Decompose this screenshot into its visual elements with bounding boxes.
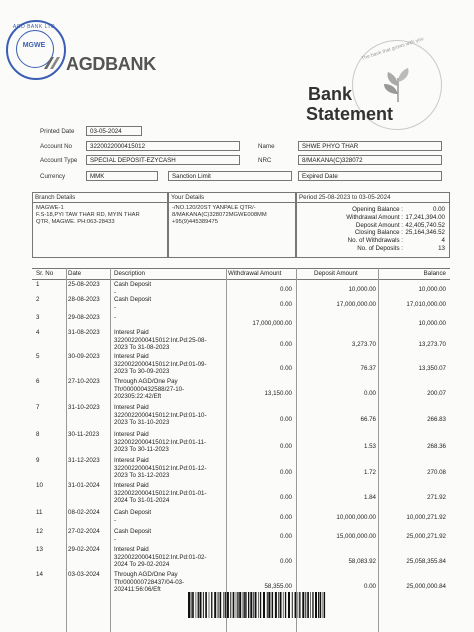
barcode-bar (246, 592, 247, 618)
cell-sr-no: 1 (36, 281, 40, 288)
description-line: Interest Paid (114, 353, 149, 360)
barcode-bar (310, 592, 311, 618)
barcode-bar (285, 592, 286, 618)
page-title-line2: Statement (306, 104, 394, 124)
cell-withdrawal: 0.00 (279, 532, 292, 540)
cell-balance: 270.08 (427, 469, 446, 477)
your-details-title: Your Details (169, 193, 295, 203)
cell-date: 08-02-2024 (68, 509, 100, 516)
cell-deposit: 10,000,000.00 (336, 513, 376, 521)
description-line: 2023 To 31-10-2023 (114, 419, 170, 427)
barcode-bar (211, 592, 212, 618)
barcode-bar (255, 592, 257, 618)
description-line: Interest Paid (114, 404, 149, 411)
cell-date: 31-08-2023 (68, 329, 100, 336)
description-line: Cash Deposit (114, 281, 152, 288)
description-line: 2023 To 31-12-2023 (114, 472, 170, 480)
description-line: 3220022000415012:Int.Pd:25-08- (114, 336, 207, 344)
description-line: 3220022000415012:Int.Pd:01-09- (114, 360, 207, 368)
cell-description (114, 509, 224, 524)
column-divider (110, 268, 111, 632)
barcode-bar (324, 592, 325, 618)
header-description: Description (114, 270, 145, 277)
description-line: Through AGD/One Pay (114, 571, 178, 578)
cell-balance: 10,000.00 (418, 320, 446, 327)
description-line: Cash Deposit (114, 509, 152, 516)
expired-date-label: Expired Date (302, 173, 338, 180)
cell-date: 03-03-2024 (68, 571, 100, 578)
barcode-bar (223, 592, 224, 618)
cell-date: 31-12-2023 (68, 457, 100, 464)
summary-label: Opening Balance : (352, 206, 403, 213)
cell-balance: 13,350.07 (418, 365, 446, 373)
cell-balance: 25,058,355.84 (406, 558, 446, 566)
description-line: Interest Paid (114, 329, 149, 336)
printed-date-value: 03-05-2024 (86, 126, 142, 136)
cell-description (114, 482, 224, 505)
barcode-bar (205, 592, 207, 618)
summary-value: 25,164,346.52 (405, 229, 445, 237)
branch-details-panel (32, 192, 168, 258)
description-line: 202411:56:06/Eft (114, 586, 161, 594)
cell-date: 29-08-2023 (68, 314, 100, 321)
cell-deposit: 1.53 (363, 443, 376, 451)
stamp-top-text: AGD BANK LTD (12, 24, 56, 30)
expired-date-field (298, 171, 442, 181)
barcode-bar (307, 592, 309, 618)
barcode-bar (192, 592, 194, 618)
description-line: 2023 To 31-08-2023 (114, 344, 170, 352)
cell-balance: 17,010,000.00 (406, 300, 446, 308)
branch-line: QTR, MAGWE. PH:063-28433 (36, 219, 115, 225)
account-type-label: Account Type (40, 157, 78, 164)
header-date: Date (68, 270, 82, 277)
cell-deposit: 17,000,000.00 (336, 300, 376, 308)
description-line: Tfr/000000432588/27-10- (114, 385, 185, 393)
branch-details-title: Branch Details (33, 193, 167, 203)
printed-date-label: Printed Date (40, 128, 75, 135)
summary-label: No. of Withdrawals : (347, 237, 403, 245)
sanction-limit-label: Sanction Limit (172, 173, 211, 180)
branch-line: MAGWE-1 (36, 205, 64, 211)
barcode-bar (320, 592, 322, 618)
barcode-bar (292, 592, 293, 618)
summary-value: 0.00 (432, 206, 445, 213)
cell-description (114, 314, 224, 322)
barcode-bar (272, 592, 273, 618)
barcode-bar (318, 592, 319, 618)
cell-description (114, 431, 224, 454)
your-details-panel (168, 192, 296, 258)
description-line: Cash Deposit (114, 528, 152, 535)
barcode-bar (275, 592, 277, 618)
cell-withdrawal: 0.00 (279, 416, 292, 424)
barcode-bar (302, 592, 304, 618)
summary-label: Closing Balance : (354, 229, 403, 237)
barcode-bar (298, 592, 299, 618)
cell-description (114, 457, 224, 480)
description-line: Interest Paid (114, 546, 149, 553)
period-summary-panel (296, 192, 450, 258)
cell-balance: 13,273.70 (418, 341, 446, 349)
description-line: - (114, 516, 117, 524)
cell-sr-no: 11 (36, 509, 43, 516)
description-line: 3220022000415012:Int.Pd:01-01- (114, 489, 207, 497)
column-divider (296, 268, 297, 632)
barcode-bar (268, 592, 270, 618)
barcode-bar (244, 592, 246, 618)
description-line: 2024 To 31-01-2024 (114, 497, 170, 505)
barcode-bar (295, 592, 297, 618)
barcode-bar (323, 592, 324, 618)
cell-sr-no: 4 (36, 329, 40, 336)
summary-value: 42,405,740.52 (405, 221, 445, 229)
description-line: 2023 To 30-11-2023 (114, 446, 169, 454)
barcode-bar (220, 592, 222, 618)
barcode-bar (191, 592, 192, 618)
barcode-bar (198, 592, 199, 618)
summary-label: Withdrawal Amount : (346, 213, 403, 221)
currency-label: Currency (40, 173, 66, 180)
cell-balance: 10,000,271.92 (406, 513, 446, 521)
cell-sr-no: 7 (36, 404, 40, 411)
cell-withdrawal: 58,355.00 (264, 583, 292, 591)
cell-date: 31-10-2023 (68, 404, 100, 411)
cell-withdrawal: 0.00 (279, 443, 292, 451)
cell-withdrawal: 0.00 (279, 558, 292, 566)
transactions-table-header (32, 268, 450, 280)
account-no-label: Account No (40, 143, 72, 150)
cell-description (114, 546, 224, 569)
description-line: - (114, 303, 117, 311)
barcode-bar (263, 592, 265, 618)
cell-date: 27-02-2024 (68, 528, 100, 535)
name-label: Name (258, 143, 275, 150)
description-line: 2024 To 29-02-2024 (114, 561, 170, 569)
cell-balance: 200.07 (427, 390, 446, 398)
barcode-bar (188, 592, 190, 618)
barcode-bar (237, 592, 238, 618)
nrc-label: NRC (258, 157, 272, 164)
your-details-line: -/NO.120/20ST YANPALE QTR/- (172, 205, 256, 211)
cell-date: 25-08-2023 (68, 281, 100, 288)
description-line: 2023 To 30-09-2023 (114, 368, 170, 376)
barcode-bar (196, 592, 197, 618)
description-line: 3220022000415012:Int.Pd:01-12- (114, 464, 207, 472)
barcode-bar (239, 592, 241, 618)
cell-balance: 268.36 (427, 443, 446, 451)
barcode-bar (305, 592, 306, 618)
cell-date: 31-01-2024 (68, 482, 100, 489)
description-line: - (114, 314, 117, 321)
cell-description (114, 353, 224, 376)
cell-date: 28-08-2023 (68, 296, 100, 303)
cell-balance: 25,000,271.92 (406, 532, 446, 540)
cell-withdrawal: 0.00 (279, 494, 292, 502)
header-withdrawal: Withdrawal Amount (228, 270, 282, 277)
description-line: Interest Paid (114, 457, 149, 464)
brand-name: AGDBANK (66, 54, 156, 74)
barcode-bar (218, 592, 219, 618)
cell-withdrawal: 13,150.00 (264, 390, 292, 398)
cell-withdrawal: 0.00 (279, 469, 292, 477)
stamp-mid-text: MGWE (22, 42, 46, 49)
period-title: Period 25-08-2023 to 03-05-2024 (297, 193, 449, 203)
cell-balance: 266.83 (427, 416, 446, 424)
cell-deposit: 3,273.70 (351, 341, 376, 349)
your-details-line: 8/MAKANA(C)328072MGWE008MM (172, 212, 267, 218)
cell-withdrawal: 17,000,000.00 (252, 320, 292, 327)
barcode-bar (278, 592, 279, 618)
cell-deposit: 0.00 (363, 583, 376, 591)
barcode-bar (299, 592, 300, 618)
barcode-bar (227, 592, 229, 618)
account-type-value: SPECIAL DEPOSIT-EZYCASH (86, 155, 240, 165)
cell-description (114, 296, 224, 311)
cell-description (114, 571, 224, 594)
barcode-bar (260, 592, 261, 618)
header-sr-no: Sr. No (36, 270, 54, 277)
cell-withdrawal: 0.00 (279, 285, 292, 293)
header-balance: Balance (423, 270, 446, 277)
branch-line: F.S-18,PYI TAW THAR RD, MYIN THAR (36, 212, 140, 218)
cell-sr-no: 8 (36, 431, 40, 438)
barcode-bar (271, 592, 272, 618)
cell-balance: 10,000.00 (418, 285, 446, 293)
barcode-bar (243, 592, 244, 618)
barcode-bar (253, 592, 254, 618)
barcode-bar (236, 592, 237, 618)
cell-description (114, 378, 224, 401)
cell-deposit: 1.84 (363, 494, 376, 502)
cell-deposit: 1.72 (363, 469, 376, 477)
your-details-line: +95(9)445389475 (172, 219, 218, 225)
cell-description (114, 404, 224, 427)
barcode-bar (214, 592, 216, 618)
description-line: 3220022000415012:Int.Pd:01-10- (114, 411, 207, 419)
description-line: 202305:22:42/Eft (114, 393, 162, 401)
summary-label: Deposit Amount : (355, 221, 403, 229)
barcode-bar (315, 592, 317, 618)
currency-value: MMK (86, 171, 158, 181)
cell-date: 29-02-2024 (68, 546, 100, 553)
barcode-bar (280, 592, 282, 618)
barcode-bar (258, 592, 259, 618)
column-divider (226, 268, 227, 632)
cell-withdrawal: 0.00 (279, 341, 292, 349)
description-line: Interest Paid (114, 482, 149, 489)
cell-sr-no: 10 (36, 482, 43, 489)
barcode-bar (248, 592, 249, 618)
barcode-bar (230, 592, 231, 618)
summary-label: No. of Deposits : (357, 245, 403, 252)
cell-sr-no: 2 (36, 296, 40, 303)
barcode-bar (267, 592, 268, 618)
nrc-value: 8/MAKANA(C)328072 (298, 155, 442, 165)
barcode-bar (233, 592, 235, 618)
cell-sr-no: 5 (36, 353, 40, 360)
barcode-bar (200, 592, 202, 618)
plant-icon (378, 64, 418, 104)
cell-date: 30-11-2023 (68, 431, 100, 438)
cell-balance: 25,000,000.84 (406, 583, 446, 591)
cell-deposit: 10,000.00 (348, 285, 376, 293)
description-line: 3220022000415012:Int.Pd:01-02- (114, 553, 207, 561)
cell-withdrawal: 0.00 (279, 365, 292, 373)
summary-value: 17,241,394.00 (405, 213, 445, 221)
cell-withdrawal: 0.00 (279, 300, 292, 308)
cell-deposit: 66.76 (360, 416, 376, 424)
cell-deposit: 58,083.92 (348, 558, 376, 566)
cell-sr-no: 9 (36, 457, 40, 464)
cell-description (114, 329, 224, 352)
cell-date: 30-09-2023 (68, 353, 100, 360)
description-line: Through AGD/One Pay (114, 378, 178, 385)
page-title-line1: Bank (308, 84, 353, 104)
cell-deposit: 15,000,000.00 (336, 532, 376, 540)
account-no-value: 3220022000415012 (86, 141, 240, 151)
agd-logo-icon (44, 56, 66, 70)
barcode-bar (312, 592, 313, 618)
description-line: - (114, 288, 117, 296)
summary-value: 4 (441, 237, 445, 245)
barcode-bar (288, 592, 290, 618)
description-line: Tfr/000000728437/04-03- (114, 578, 185, 586)
cell-sr-no: 12 (36, 528, 43, 535)
cell-withdrawal: 0.00 (279, 513, 292, 521)
cell-sr-no: 6 (36, 378, 40, 385)
header-deposit: Deposit Amount (314, 270, 358, 277)
decorative-text: The bank that grows with you (360, 36, 425, 62)
cell-deposit: 76.37 (360, 365, 376, 373)
barcode-bar (203, 592, 204, 618)
sanction-limit-field (168, 171, 292, 181)
cell-balance: 271.92 (427, 494, 446, 502)
description-line: - (114, 535, 117, 543)
cell-description (114, 281, 224, 296)
cell-sr-no: 14 (36, 571, 43, 578)
column-divider (378, 268, 379, 632)
name-value: SHWE PHYO THAR (298, 141, 442, 151)
cell-sr-no: 3 (36, 314, 40, 321)
barcode-icon (188, 592, 326, 618)
description-line: Cash Deposit (114, 296, 152, 303)
summary-value: 13 (438, 245, 445, 252)
cell-deposit: 0.00 (363, 390, 376, 398)
barcode-bar (250, 592, 252, 618)
description-line: 3220022000415012:Int.Pd:01-11- (114, 438, 207, 446)
cell-description (114, 528, 224, 543)
barcode-bar (283, 592, 284, 618)
barcode-bar (225, 592, 226, 618)
cell-date: 27-10-2023 (68, 378, 100, 385)
cell-sr-no: 13 (36, 546, 43, 553)
barcode-bar (209, 592, 210, 618)
column-divider (66, 268, 67, 632)
description-line: Interest Paid (114, 431, 149, 438)
